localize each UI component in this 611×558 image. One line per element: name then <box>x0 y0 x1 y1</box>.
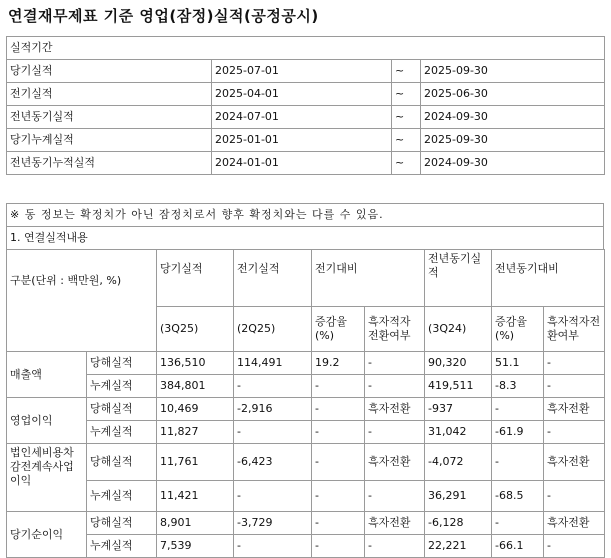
table-row <box>7 444 605 481</box>
unit-header: 구분(단위 : 백만원, %) <box>7 250 157 352</box>
qoq-header: 전기대비 <box>312 250 425 307</box>
prior-quarter-label: (2Q25) <box>234 307 312 352</box>
cell-yoy-turn: - <box>544 421 605 444</box>
yoy-period-header: 전년동기실적 <box>425 250 492 307</box>
cell-last-year: 419,511 <box>425 375 492 398</box>
period-tilde: ~ <box>392 106 421 129</box>
cell-qoq-rate: - <box>312 444 365 481</box>
period-from: 2024-07-01 <box>212 106 392 129</box>
cell-yoy-rate: -8.3 <box>492 375 544 398</box>
period-row <box>7 83 605 106</box>
cell-last-year: -937 <box>425 398 492 421</box>
period-table <box>6 36 605 175</box>
cell-qoq-rate: - <box>312 481 365 512</box>
cell-yoy-rate: - <box>492 512 544 535</box>
yoy-header: 전년동기대비 <box>492 250 605 307</box>
period-row <box>7 129 605 152</box>
period-tilde: ~ <box>392 60 421 83</box>
cell-last-year: -4,072 <box>425 444 492 481</box>
cell-prior: - <box>234 535 312 558</box>
period-to: 2025-09-30 <box>421 60 605 83</box>
cell-last-year: 22,221 <box>425 535 492 558</box>
row-sub-label: 누계실적 <box>87 375 157 398</box>
cell-yoy-turn: 흑자전환 <box>544 512 605 535</box>
cell-yoy-rate: -68.5 <box>492 481 544 512</box>
cell-current: 7,539 <box>157 535 234 558</box>
cell-qoq-rate: - <box>312 421 365 444</box>
cell-prior: - <box>234 421 312 444</box>
cell-prior: -3,729 <box>234 512 312 535</box>
cell-yoy-rate: -61.9 <box>492 421 544 444</box>
current-quarter-label: (3Q25) <box>157 307 234 352</box>
row-group-label: 영업이익 <box>7 398 87 444</box>
period-from: 2025-04-01 <box>212 83 392 106</box>
period-label: 전기실적 <box>7 83 212 106</box>
cell-qoq-rate: - <box>312 398 365 421</box>
cell-current: 11,827 <box>157 421 234 444</box>
cell-prior: - <box>234 481 312 512</box>
table-row <box>7 481 605 512</box>
cell-current: 11,761 <box>157 444 234 481</box>
period-label: 전년동기누적실적 <box>7 152 212 175</box>
cell-yoy-turn: - <box>544 375 605 398</box>
period-to: 2024-09-30 <box>421 152 605 175</box>
period-tilde: ~ <box>392 83 421 106</box>
table-row <box>7 535 605 558</box>
notice-text: ※ 동 정보는 확정치가 아닌 잠정치로서 향후 확정치와는 다를 수 있음. <box>7 204 604 227</box>
cell-prior: -6,423 <box>234 444 312 481</box>
row-group-label: 당기순이익 <box>7 512 87 558</box>
cell-current: 8,901 <box>157 512 234 535</box>
cell-yoy-rate: - <box>492 398 544 421</box>
cell-current: 136,510 <box>157 352 234 375</box>
prior-header: 전기실적 <box>234 250 312 307</box>
table-row <box>7 398 605 421</box>
row-sub-label: 당해실적 <box>87 398 157 421</box>
table-row <box>7 512 605 535</box>
cell-last-year: -6,128 <box>425 512 492 535</box>
section-title: 1. 연결실적내용 <box>7 227 604 250</box>
cell-prior: 114,491 <box>234 352 312 375</box>
cell-yoy-turn: - <box>544 535 605 558</box>
cell-yoy-turn: 흑자전환 <box>544 444 605 481</box>
cell-qoq-rate: 19.2 <box>312 352 365 375</box>
cell-current: 10,469 <box>157 398 234 421</box>
period-label: 당기누계실적 <box>7 129 212 152</box>
period-tilde: ~ <box>392 152 421 175</box>
qoq-turn-header: 흑자적자전환여부 <box>365 307 425 352</box>
period-label: 당기실적 <box>7 60 212 83</box>
period-label: 전년동기실적 <box>7 106 212 129</box>
period-from: 2025-01-01 <box>212 129 392 152</box>
cell-yoy-rate: -66.1 <box>492 535 544 558</box>
period-to: 2025-09-30 <box>421 129 605 152</box>
results-table <box>6 249 605 558</box>
cell-current: 384,801 <box>157 375 234 398</box>
cell-qoq-turn: 흑자전환 <box>365 398 425 421</box>
cell-qoq-turn: - <box>365 535 425 558</box>
cell-prior: - <box>234 375 312 398</box>
row-group-label: 매출액 <box>7 352 87 398</box>
row-sub-label: 누계실적 <box>87 421 157 444</box>
cell-qoq-turn: 흑자전환 <box>365 512 425 535</box>
table-row <box>7 375 605 398</box>
yoy-turn-header: 흑자적자전환여부 <box>544 307 605 352</box>
row-sub-label: 누계실적 <box>87 535 157 558</box>
period-row <box>7 60 605 83</box>
period-header: 실적기간 <box>7 37 605 60</box>
row-group-label: 법인세비용차감전계속사업이익 <box>7 444 87 512</box>
cell-prior: -2,916 <box>234 398 312 421</box>
period-to: 2024-09-30 <box>421 106 605 129</box>
cell-qoq-turn: - <box>365 421 425 444</box>
notice-row <box>7 204 604 227</box>
cell-yoy-turn: - <box>544 481 605 512</box>
period-tilde: ~ <box>392 129 421 152</box>
table-row <box>7 421 605 444</box>
row-sub-label: 당해실적 <box>87 444 157 481</box>
cell-yoy-turn: - <box>544 352 605 375</box>
cell-qoq-turn: - <box>365 352 425 375</box>
cell-qoq-turn: 흑자전환 <box>365 444 425 481</box>
cell-qoq-turn: - <box>365 481 425 512</box>
cell-current: 11,421 <box>157 481 234 512</box>
current-header: 당기실적 <box>157 250 234 307</box>
cell-yoy-turn: 흑자전환 <box>544 398 605 421</box>
row-sub-label: 당해실적 <box>87 352 157 375</box>
cell-qoq-rate: - <box>312 375 365 398</box>
row-sub-label: 당해실적 <box>87 512 157 535</box>
cell-qoq-turn: - <box>365 375 425 398</box>
yoy-quarter-label: (3Q24) <box>425 307 492 352</box>
period-row <box>7 152 605 175</box>
notice-table <box>6 203 604 250</box>
period-to: 2025-06-30 <box>421 83 605 106</box>
cell-qoq-rate: - <box>312 535 365 558</box>
period-row <box>7 106 605 129</box>
period-from: 2025-07-01 <box>212 60 392 83</box>
cell-last-year: 36,291 <box>425 481 492 512</box>
cell-yoy-rate: 51.1 <box>492 352 544 375</box>
period-from: 2024-01-01 <box>212 152 392 175</box>
section-row <box>7 227 604 250</box>
cell-yoy-rate: - <box>492 444 544 481</box>
period-header-row <box>7 37 605 60</box>
table-row <box>7 352 605 375</box>
page-title: 연결재무제표 기준 영업(잠정)실적(공정공시) <box>8 7 319 25</box>
cell-last-year: 31,042 <box>425 421 492 444</box>
cell-qoq-rate: - <box>312 512 365 535</box>
yoy-rate-header: 증감율(%) <box>492 307 544 352</box>
qoq-rate-header: 증감율(%) <box>312 307 365 352</box>
cell-last-year: 90,320 <box>425 352 492 375</box>
row-sub-label: 누계실적 <box>87 481 157 512</box>
